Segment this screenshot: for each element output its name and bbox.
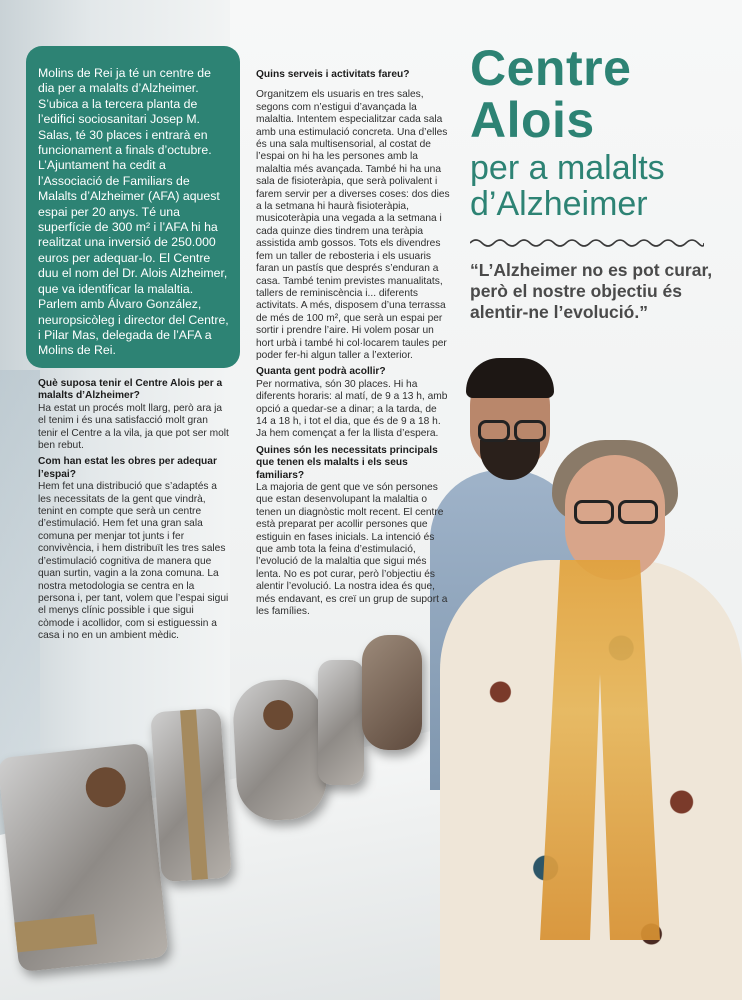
answer: Ha estat un procés molt llarg, però ara ja el tenim i és una satisfacció molt gran tenir el Centre a la vila, ja que pot ser molt ben rebut. <box>38 402 229 452</box>
intro-box <box>26 46 240 368</box>
intro-text: Molins de Rei ja té un centre de dia per a malalts d’Alzheimer. S’ubica a la tercera planta de l’edifici sociosanitari Josep M. Salas, té 30 places i entrarà en funcionament a finals d’octubre. L’Ajuntament ha cedit a l’Associació de Familiars de Malalts d’Alzheimer (AFA) aquest espai per 20 anys. Té una superfície de 300 m² i l’AFA hi ha realitzat una inversió de 250.000 euros per adequar-lo. El Centre duu el nom del Dr. Alois Alzheimer, que va identificar la malaltia. Parlem amb Álvaro González, neuropsicòleg i director del Centre, i Pilar Mas, delegada de l’AFA a Molins de Rei. <box>38 66 229 358</box>
decorative-letter-i-icon <box>318 660 364 785</box>
decorative-letter-s-icon <box>362 635 422 750</box>
article-title <box>470 42 730 222</box>
title-line-1: Centre <box>470 40 632 96</box>
interview-column-2 <box>256 69 450 622</box>
man-glasses-icon <box>514 420 546 442</box>
decorative-letter-l-icon <box>150 708 232 882</box>
answer: Per normativa, són 30 places. Hi ha diferents horaris: al matí, de 9 a 13 h, amb opció a quedar-se a dinar; a la tarda, de 14 a 18 h, i tot el dia, que és de 9 a 18 h. Ja hem començat a fer la llista d’espera. <box>256 378 448 440</box>
answer: La majoria de gent que ve són persones que estan desenvolupant la malaltia o tenen un diagnòstic molt recent. El centre està preparat per acollir persones que estiguin en fases inicials. La intenció és que amb tota la feina d’estimulació, l’evolució de la malaltia que sigui més lenta. No es pot curar, però l’objectiu és alentir l’evolució. La nostra idea és que, més endavant, es creï un grup de suport a les famílies. <box>256 482 448 618</box>
question: Què suposa tenir el Centre Alois per a malalts d’Alzheimer? <box>38 378 223 402</box>
decorative-letter-a-icon <box>0 743 169 973</box>
question: Quines són les necessitats principals que tenen els malalts i els seus familiars? <box>256 444 438 481</box>
answer: Organitzem els usuaris en tres sales, segons com n’estigui d’avançada la malaltia. Intentem especialitzar cada sala amb una estimulació concreta. Una d’elles és una sala multisensorial, al costat de l’espai on hi ha les persones amb la malaltia més avançada. També hi ha una sala de fisioteràpia, que serà polivalent i farem servir per a diverses coses: dos dies a la setmana hi haurà fisioteràpia, musicoteràpia una vegada a la setmana i cada quinze dies tindrem una teràpia assistida amb gossos. Tots els divendres fem un taller de rebosteria i els usuaris faran un pastís que després s’enduran a casa. També tenim previstes manualitats, tallers de reminiscència i... diferents activitats. A més, disposem d’una terrassa de més de 100 m², que serà un espai per sortir i prendre l’aire. Hi volem posar un hort urbà i també hi col·locarem taules per poder fer-hi algun taller a l’exterior. <box>256 89 450 361</box>
question: Quins serveis i activitats fareu? <box>256 69 410 80</box>
man-glasses-icon <box>478 420 510 442</box>
wave-divider-icon <box>470 236 704 250</box>
title-line-3: per a malalts <box>470 149 665 187</box>
woman-glasses-icon <box>618 500 658 524</box>
question: Com han estat les obres per adequar l’espai? <box>38 456 217 480</box>
answer: Hem fet una distribució que s’adaptés a les necessitats de la gent que vindrà, tenint en compte que serà un centre d’estimulació. Hem fet una gran sala comuna per menjar tot junts i fer convivència, i hem distribuït les tres sales d’estimulació cognitiva de manera que quan surtin, vagin a la zona comuna. La nostra metodologia se centra en la persona i, per tant, volem que l’espai sigui el menys clínic possible i que sigui còmode i acollidor, com si estiguessin a casa i no en un ambient mèdic. <box>38 481 229 642</box>
title-line-2: Alois <box>470 92 595 148</box>
title-line-4: d’Alzheimer <box>470 185 648 223</box>
man-hair <box>466 358 554 398</box>
interview-column-1 <box>38 378 230 647</box>
woman-glasses-icon <box>574 500 614 524</box>
question: Quanta gent podrà acollir? <box>256 366 386 378</box>
window <box>0 370 40 790</box>
pull-quote: “L’Alzheimer no es pot curar, però el nostre objectiu és alentir-ne l’evolució.” <box>470 260 713 322</box>
decorative-letter-o-icon <box>231 678 328 823</box>
